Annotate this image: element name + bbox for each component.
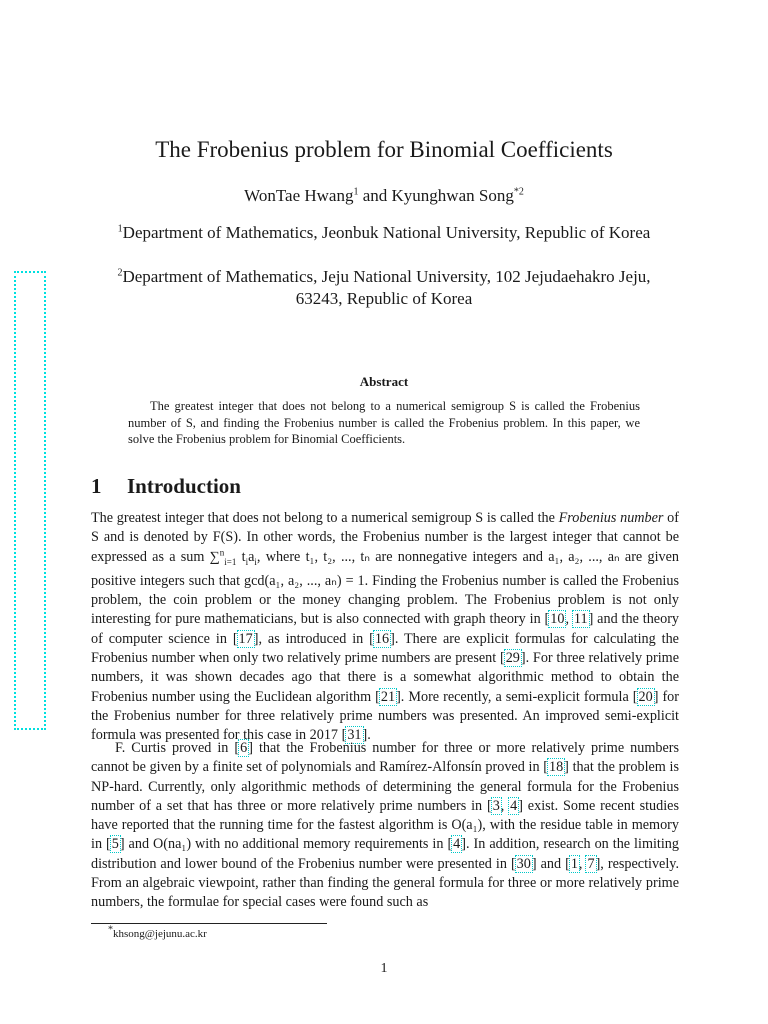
section-number: 1	[91, 474, 102, 498]
footnote-rule	[91, 923, 327, 924]
citation-link[interactable]: 1	[570, 855, 578, 872]
abstract-heading: Abstract	[359, 374, 409, 389]
footnote	[108, 924, 207, 940]
citation-link[interactable]: 11	[573, 611, 588, 628]
paper-title: The Frobenius problem for Binomial Coefficients	[155, 137, 613, 162]
author-line	[0, 186, 768, 206]
affiliation-1-mark: 1	[117, 223, 123, 235]
citation-link[interactable]: 4	[510, 797, 518, 814]
citation-link[interactable]: 18	[548, 759, 564, 776]
abstract-text: The greatest integer that does not belong to a numerical semigroup S is called the Frobenius number of S, and finding the Frobenius number is called the Frobenius problem. In this paper, we solve the Frobenius problem for Binomial Coefficients.	[128, 399, 640, 446]
citation-link[interactable]: 31	[347, 727, 362, 744]
author-1: WonTae Hwang	[244, 186, 354, 205]
link-annotation-box[interactable]	[14, 271, 46, 730]
citation-link[interactable]: 7	[587, 855, 595, 872]
citation-link[interactable]: 30	[516, 855, 531, 872]
author-2-affil[interactable]: *2	[513, 186, 524, 198]
intro-paragraph-1: The greatest integer that does not belong to a numerical semigroup S is called the Frobenius number of S and is denoted by F(S). In other words, the Frobenius number is the largest integer that cannot be expressed as a sum ∑$^n_{i=1}$ $t_ia_i$, where t₁, t₂, ..., tₙ are nonnegative integers and a₁, a₂, ..., aₙ are given positive integers such that gcd(a₁, a₂, ..., aₙ) = 1. Finding the Frobenius number is called the Frobenius problem, the coin problem or the money changing problem. The Frobenius problem is not only interesting for pure mathematicians, but is also connected with graph theory in [10, 11] and the theory of computer science in [17], as introduced in [16]. There are explicit formulas for calculating the Frobenius number when only two relatively prime numbers are present [29]. For three relatively prime numbers, it was shown decades ago that there is a somewhat algorithmic method to obtain the Frobenius number using the Euclidean algorithm [21]. More recently, a semi-explicit formula [20] for the Frobenius number for three relatively prime numbers was presented. An improved semi-explicit formula was presented for this case in 2017 [31].	[91, 510, 680, 744]
author-1-affil: 1	[353, 186, 359, 198]
affiliation-2-text: Department of Mathematics, Jeju National University, 102 Jejudaehakro Jeju, 63243, Republic of Korea	[122, 267, 651, 308]
intro-paragraph-2: F. Curtis proved in [6] that the Frobenius number for three or more relatively prime numbers cannot be given by a finite set of polynomials and Ramírez-Alfonsín proved in [18] that the problem is NP-hard. Currently, only algorithmic methods of determining the general formula for the Frobenius number of a set that has three or more relatively prime numbers in [3, 4] exist. Some recent studies have reported that the running time for the fastest algorithm is O(a₁), with the residue table in memory in [5] and O(na₁) with no additional memory requirements in [4]. In addition, research on the limiting distribution and lower bound of the Frobenius number were presented in [30] and [1, 7], respectively. From an algebraic viewpoint, rather than finding the general formula for three or more relatively prime numbers, the formulae for special cases were found such as	[91, 740, 680, 911]
affiliation-1-text: Department of Mathematics, Jeonbuk National University, Republic of Korea	[122, 223, 651, 242]
citation-link[interactable]: 20	[638, 688, 653, 705]
author-2: Kyunghwan Song	[391, 186, 514, 205]
citation-link[interactable]: 29	[505, 649, 520, 666]
affiliation-2	[100, 266, 668, 310]
footnote-mark: *	[108, 924, 113, 936]
citation-link[interactable]: 5	[111, 836, 119, 853]
author-and: and	[358, 186, 392, 205]
section-title: Introduction	[127, 474, 241, 498]
citation-link[interactable]: 10	[550, 611, 565, 628]
citation-link[interactable]: 16	[374, 630, 390, 647]
footnote-email[interactable]: khsong@jejunu.ac.kr	[113, 928, 207, 940]
affiliation-1	[100, 222, 668, 244]
affiliation-2-mark: 2	[117, 267, 123, 279]
citation-link[interactable]: 17	[238, 630, 253, 647]
citation-link[interactable]: 3	[492, 797, 500, 814]
citation-link[interactable]: 6	[240, 740, 248, 756]
citation-link[interactable]: 21	[380, 688, 396, 705]
citation-link[interactable]: 4	[453, 836, 461, 853]
italic-term: Frobenius number	[558, 510, 664, 526]
section-heading	[91, 474, 241, 499]
page-number: 1	[380, 961, 388, 976]
